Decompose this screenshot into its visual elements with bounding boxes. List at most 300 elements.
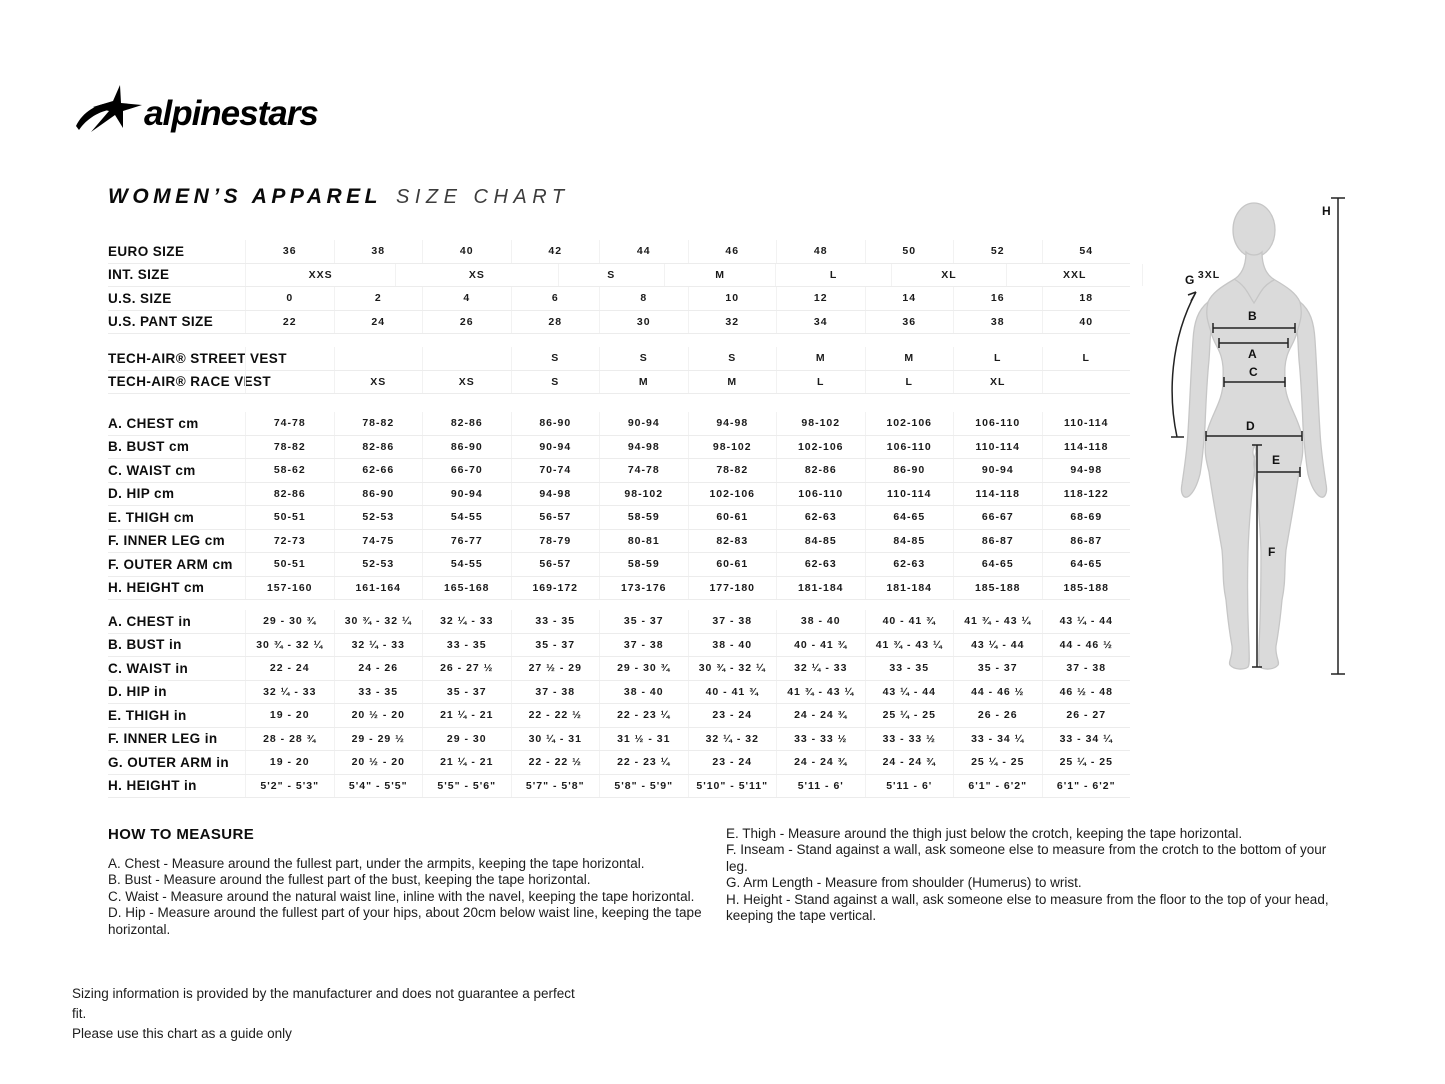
table-cell: 32 ¼ - 33 (776, 657, 865, 680)
table-cell: 8 (599, 287, 688, 310)
table-cell: 32 (688, 311, 777, 334)
table-cell: 24 - 24 ¾ (865, 751, 954, 774)
table-cell: 64-65 (953, 553, 1042, 576)
table-cell: 23 - 24 (688, 751, 777, 774)
table-cell: 37 - 38 (599, 634, 688, 657)
table-row (108, 704, 1130, 728)
table-cell: S (558, 264, 664, 287)
table-row (108, 577, 1130, 601)
table-cell: 5'11 - 6' (865, 775, 954, 798)
table-cell: 26 - 27 ½ (422, 657, 511, 680)
label-height: H (1322, 204, 1331, 218)
table-row (108, 459, 1130, 483)
us-size-block (108, 287, 1130, 334)
table-cell: 37 - 38 (1042, 657, 1131, 680)
row-label: F. INNER LEG in (108, 731, 218, 747)
table-cell: 32 ¼ - 33 (245, 681, 334, 704)
table-cell: 98-102 (688, 436, 777, 459)
table-cell: 62-66 (334, 459, 423, 482)
label-chest: A (1248, 347, 1257, 361)
table-cell: 114-118 (953, 483, 1042, 506)
table-cell: 56-57 (511, 553, 600, 576)
table-cell: 110-114 (865, 483, 954, 506)
table-cell: 43 ¼ - 44 (953, 634, 1042, 657)
table-row (108, 751, 1130, 775)
page-title (108, 185, 570, 209)
table-cell: 5'2" - 5'3" (245, 775, 334, 798)
table-cell: 110-114 (1042, 412, 1131, 435)
table-cell: L (953, 347, 1042, 370)
table-cell: 46 (688, 240, 777, 263)
table-cell: 52-53 (334, 506, 423, 529)
table-cell: 3XL (1142, 264, 1275, 287)
measure-instruction: D. Hip - Measure around the fullest part of your hips, about 20cm below waist line, keeping the tape horizontal. (108, 905, 702, 937)
table-cell: 40 - 41 ¾ (776, 634, 865, 657)
table-cell: 43 ¼ - 44 (1042, 610, 1131, 633)
table-row (108, 553, 1130, 577)
table-cell: 102-106 (776, 436, 865, 459)
table-cell: 82-83 (688, 530, 777, 553)
table-cell: 38 (334, 240, 423, 263)
alpinestars-logo (68, 80, 330, 142)
row-label: EURO SIZE (108, 243, 185, 259)
title-main: WOMEN’S APPAREL (108, 185, 383, 208)
table-cell: 54-55 (422, 553, 511, 576)
table-cell: 86-87 (1042, 530, 1131, 553)
table-row (108, 681, 1130, 705)
label-inseam: F (1268, 545, 1276, 559)
table-row (108, 530, 1130, 554)
body-measurement-diagram (1160, 190, 1350, 690)
table-cell: 58-59 (599, 506, 688, 529)
table-cell: 76-77 (422, 530, 511, 553)
table-cell: 177-180 (688, 577, 777, 600)
measure-instruction: C. Waist - Measure around the natural waist line, inline with the navel, keeping the tape horizontal. (108, 888, 695, 904)
table-cell: 22 - 22 ½ (511, 704, 600, 727)
table-cell: 106-110 (776, 483, 865, 506)
table-cell: 25 ¼ - 25 (1042, 751, 1131, 774)
logo-wordmark: alpinestars (144, 94, 318, 133)
row-label: E. THIGH in (108, 707, 187, 723)
table-cell: 29 - 30 ¾ (599, 657, 688, 680)
table-cell: 169-172 (511, 577, 600, 600)
table-cell: 24 (334, 311, 423, 334)
table-cell: 114-118 (1042, 436, 1131, 459)
table-cell: 26 - 27 (1042, 704, 1131, 727)
table-cell: L (775, 264, 890, 287)
table-cell: 98-102 (776, 412, 865, 435)
table-cell: 26 - 26 (953, 704, 1042, 727)
table-cell: 30 ¾ - 32 ¼ (688, 657, 777, 680)
table-cell: 0 (245, 287, 334, 310)
table-cell: 37 - 38 (511, 681, 600, 704)
table-cell: 31 ½ - 31 (599, 728, 688, 751)
table-cell: 28 (511, 311, 600, 334)
table-cell: 2 (334, 287, 423, 310)
table-cell: 43 ¼ - 44 (865, 681, 954, 704)
table-cell: 42 (511, 240, 600, 263)
table-cell: 27 ½ - 29 (511, 657, 600, 680)
table-cell: 90-94 (422, 483, 511, 506)
table-cell: 24 - 24 ¾ (776, 704, 865, 727)
table-cell: 54-55 (422, 506, 511, 529)
row-label: B. BUST in (108, 637, 182, 653)
euro-size-block (108, 240, 1130, 264)
table-cell: 29 - 30 ¾ (245, 610, 334, 633)
table-cell: 86-90 (511, 412, 600, 435)
row-label: U.S. PANT SIZE (108, 314, 214, 330)
table-cell: 44 - 46 ½ (1042, 634, 1131, 657)
row-label: F. OUTER ARM cm (108, 556, 233, 572)
table-cell: 50-51 (245, 553, 334, 576)
table-cell: S (599, 347, 688, 370)
label-hip: D (1246, 419, 1255, 433)
table-cell: 58-59 (599, 553, 688, 576)
disclaimer-line-1: Sizing information is provided by the manufacturer and does not guarantee a perfect fit. (72, 986, 575, 1021)
table-cell: 23 - 24 (688, 704, 777, 727)
table-cell: 5'7" - 5'8" (511, 775, 600, 798)
table-cell: 30 ¾ - 32 ¼ (245, 634, 334, 657)
table-cell: 30 (599, 311, 688, 334)
table-cell (422, 347, 511, 370)
table-row (108, 634, 1130, 658)
table-cell: 32 ¼ - 32 (688, 728, 777, 751)
table-cell: L (1042, 347, 1131, 370)
table-cell: 32 ¼ - 33 (422, 610, 511, 633)
table-cell: 50-51 (245, 506, 334, 529)
table-cell: 5'10" - 5'11" (688, 775, 777, 798)
table-cell: 5'5" - 5'6" (422, 775, 511, 798)
how-to-measure-right (726, 826, 1338, 924)
table-cell: 35 - 37 (422, 681, 511, 704)
table-cell: 22 - 23 ¼ (599, 704, 688, 727)
table-row (108, 657, 1130, 681)
table-cell: 33 - 33 ½ (776, 728, 865, 751)
table-cell: 60-61 (688, 506, 777, 529)
table-cell: 86-87 (953, 530, 1042, 553)
row-label: C. WAIST in (108, 660, 189, 676)
table-cell: 84-85 (865, 530, 954, 553)
table-cell: 56-57 (511, 506, 600, 529)
table-cell: 38 - 40 (688, 634, 777, 657)
table-cell: 33 - 35 (511, 610, 600, 633)
techair-block (108, 347, 1130, 394)
table-cell: 86-90 (334, 483, 423, 506)
table-cell: M (599, 371, 688, 394)
measure-instruction: B. Bust - Measure around the fullest part of the bust, keeping the tape horizontal. (108, 872, 591, 888)
table-cell: 94-98 (599, 436, 688, 459)
table-cell: 181-184 (776, 577, 865, 600)
table-cell: 36 (245, 240, 334, 263)
table-cell: 94-98 (511, 483, 600, 506)
table-cell: 41 ¾ - 43 ¼ (953, 610, 1042, 633)
int-size-row (108, 264, 1221, 288)
table-cell: 66-70 (422, 459, 511, 482)
table-cell: 74-75 (334, 530, 423, 553)
table-cell: 72-73 (245, 530, 334, 553)
table-cell: 37 - 38 (688, 610, 777, 633)
table-row (108, 610, 1130, 634)
table-cell: 16 (953, 287, 1042, 310)
table-cell: 46 ½ - 48 (1042, 681, 1131, 704)
table-cell: 20 ½ - 20 (334, 751, 423, 774)
table-cell: L (865, 371, 954, 394)
table-cell: 44 - 46 ½ (953, 681, 1042, 704)
table-cell: 82-86 (776, 459, 865, 482)
table-cell: 41 ¾ - 43 ¼ (865, 634, 954, 657)
measure-instructions-right (726, 826, 1338, 924)
table-cell: 54 (1042, 240, 1131, 263)
table-cell: 41 ¾ - 43 ¼ (776, 681, 865, 704)
table-cell: 24 - 24 ¾ (776, 751, 865, 774)
table-row (108, 775, 1130, 799)
table-cell (245, 371, 334, 394)
table-cell: 66-67 (953, 506, 1042, 529)
table-cell: 173-176 (599, 577, 688, 600)
table-cell: 86-90 (422, 436, 511, 459)
table-cell: 26 (422, 311, 511, 334)
measure-instruction: F. Inseam - Stand against a wall, ask someone else to measure from the crotch to the bottom of your leg. (726, 842, 1327, 874)
table-cell: 19 - 20 (245, 704, 334, 727)
table-cell: 52 (953, 240, 1042, 263)
row-label: U.S. SIZE (108, 290, 172, 306)
measurements-in-block (108, 610, 1130, 798)
table-cell: 25 ¼ - 25 (953, 751, 1042, 774)
table-cell: 21 ¼ - 21 (422, 704, 511, 727)
measure-instructions-left (108, 856, 713, 938)
table-cell: 35 - 37 (599, 610, 688, 633)
table-cell: 22 - 23 ¼ (599, 751, 688, 774)
table-cell: 6'1" - 6'2" (1042, 775, 1131, 798)
table-cell: 28 - 28 ¾ (245, 728, 334, 751)
row-label: D. HIP cm (108, 486, 175, 502)
table-cell: 82-86 (334, 436, 423, 459)
table-cell: 10 (688, 287, 777, 310)
table-cell: 33 - 34 ¼ (953, 728, 1042, 751)
table-cell: 94-98 (1042, 459, 1131, 482)
table-cell: 33 - 35 (334, 681, 423, 704)
label-waist: C (1249, 365, 1258, 379)
table-cell: 6 (511, 287, 600, 310)
table-cell: 24 - 26 (334, 657, 423, 680)
table-cell: 64-65 (1042, 553, 1131, 576)
table-cell: 70-74 (511, 459, 600, 482)
table-cell: 22 (245, 311, 334, 334)
table-cell: 60-61 (688, 553, 777, 576)
row-label: B. BUST cm (108, 439, 190, 455)
row-label: INT. SIZE (108, 267, 170, 283)
table-cell: 5'4" - 5'5" (334, 775, 423, 798)
table-row (108, 371, 1130, 395)
row-label: H. HEIGHT cm (108, 580, 205, 596)
disclaimer-line-2: Please use this chart as a guide only (72, 1026, 292, 1041)
table-cell (1042, 371, 1131, 394)
table-cell: 48 (776, 240, 865, 263)
table-cell: 62-63 (776, 506, 865, 529)
row-label: D. HIP in (108, 684, 167, 700)
table-cell: M (664, 264, 775, 287)
measure-instruction: A. Chest - Measure around the fullest part, under the armpits, keeping the tape horizontal. (108, 856, 645, 871)
table-row (108, 287, 1130, 311)
measure-instruction: E. Thigh - Measure around the thigh just below the crotch, keeping the tape horizontal. (726, 826, 1243, 841)
table-cell: 34 (776, 311, 865, 334)
table-cell: 84-85 (776, 530, 865, 553)
table-cell: XXL (1006, 264, 1142, 287)
table-cell: 30 ¾ - 32 ¼ (334, 610, 423, 633)
how-to-measure-heading: HOW TO MEASURE (108, 826, 255, 843)
table-cell: XL (953, 371, 1042, 394)
table-row (108, 412, 1130, 436)
table-cell: 5'8" - 5'9" (599, 775, 688, 798)
table-cell: 102-106 (688, 483, 777, 506)
table-cell: M (865, 347, 954, 370)
table-cell: 68-69 (1042, 506, 1131, 529)
table-cell: 33 - 35 (865, 657, 954, 680)
table-row (108, 240, 1130, 264)
table-cell: 29 - 30 (422, 728, 511, 751)
table-cell: 110-114 (953, 436, 1042, 459)
table-cell: 40 (422, 240, 511, 263)
table-cell: 165-168 (422, 577, 511, 600)
measure-instruction: G. Arm Length - Measure from shoulder (Humerus) to wrist. (726, 875, 1082, 891)
row-label: C. WAIST cm (108, 462, 196, 478)
table-cell: 181-184 (865, 577, 954, 600)
table-cell: 74-78 (245, 412, 334, 435)
table-cell: 19 - 20 (245, 751, 334, 774)
table-cell: 74-78 (599, 459, 688, 482)
table-cell: 90-94 (953, 459, 1042, 482)
table-row (108, 311, 1130, 335)
table-cell: 90-94 (511, 436, 600, 459)
row-label: F. INNER LEG cm (108, 533, 226, 549)
table-cell: 22 - 24 (245, 657, 334, 680)
row-label: E. THIGH cm (108, 509, 195, 525)
table-cell: S (688, 347, 777, 370)
table-cell: XS (395, 264, 557, 287)
size-table (108, 240, 1221, 798)
table-cell: 64-65 (865, 506, 954, 529)
label-bust: B (1248, 309, 1257, 323)
table-cell (334, 347, 423, 370)
table-cell: 106-110 (865, 436, 954, 459)
table-row (108, 728, 1130, 752)
table-cell: 185-188 (1042, 577, 1131, 600)
table-cell: 38 (953, 311, 1042, 334)
table-cell: 20 ½ - 20 (334, 704, 423, 727)
row-label: H. HEIGHT in (108, 778, 197, 794)
table-cell: 5'11 - 6' (776, 775, 865, 798)
table-row (108, 483, 1130, 507)
how-to-measure-left (108, 826, 713, 938)
table-cell: XXS (245, 264, 395, 287)
label-thigh: E (1272, 453, 1281, 467)
table-cell: XS (422, 371, 511, 394)
table-cell: 40 - 41 ¾ (688, 681, 777, 704)
table-cell: M (688, 371, 777, 394)
table-cell: 118-122 (1042, 483, 1131, 506)
table-cell: 78-82 (688, 459, 777, 482)
row-label: TECH-AIR® STREET VEST (108, 350, 287, 366)
table-cell: 58-62 (245, 459, 334, 482)
measurements-cm-block (108, 412, 1130, 600)
title-sub: SIZE CHART (396, 186, 570, 208)
table-cell: XL (891, 264, 1006, 287)
table-cell: 62-63 (776, 553, 865, 576)
table-cell: 32 ¼ - 33 (334, 634, 423, 657)
table-cell: L (776, 371, 865, 394)
table-cell: S (511, 371, 600, 394)
table-cell: 98-102 (599, 483, 688, 506)
table-cell: XS (334, 371, 423, 394)
table-cell: 14 (865, 287, 954, 310)
table-cell: 157-160 (245, 577, 334, 600)
table-cell: 78-79 (511, 530, 600, 553)
table-cell: 78-82 (245, 436, 334, 459)
table-cell: 22 - 22 ½ (511, 751, 600, 774)
table-cell: 82-86 (245, 483, 334, 506)
table-cell: 40 (1042, 311, 1131, 334)
table-cell: 50 (865, 240, 954, 263)
table-cell: 78-82 (334, 412, 423, 435)
height-line (1331, 198, 1345, 674)
table-cell: 90-94 (599, 412, 688, 435)
table-cell: 35 - 37 (953, 657, 1042, 680)
table-cell: 4 (422, 287, 511, 310)
table-cell: 44 (599, 240, 688, 263)
table-cell (245, 347, 334, 370)
table-cell: 52-53 (334, 553, 423, 576)
table-row (108, 506, 1130, 530)
table-cell: 94-98 (688, 412, 777, 435)
table-cell: 35 - 37 (511, 634, 600, 657)
disclaimer (72, 984, 592, 1044)
label-arm-length: G (1185, 273, 1195, 287)
table-cell: 106-110 (953, 412, 1042, 435)
row-label: G. OUTER ARM in (108, 754, 229, 770)
table-cell: 33 - 35 (422, 634, 511, 657)
astar-mark (76, 85, 142, 132)
row-label: A. CHEST cm (108, 415, 199, 431)
table-cell: 33 - 34 ¼ (1042, 728, 1131, 751)
table-row (108, 347, 1130, 371)
table-cell: 38 - 40 (599, 681, 688, 704)
table-cell: 38 - 40 (776, 610, 865, 633)
measure-instruction: H. Height - Stand against a wall, ask someone else to measure from the floor to the top of your head, keeping the tape vertical. (726, 891, 1329, 924)
table-cell: 6'1" - 6'2" (953, 775, 1042, 798)
table-cell: 62-63 (865, 553, 954, 576)
table-cell: 18 (1042, 287, 1131, 310)
table-cell: 33 - 33 ½ (865, 728, 954, 751)
table-cell: 80-81 (599, 530, 688, 553)
table-cell: 21 ¼ - 21 (422, 751, 511, 774)
table-row (108, 436, 1130, 460)
row-label: A. CHEST in (108, 613, 192, 629)
table-cell: 40 - 41 ¾ (865, 610, 954, 633)
row-label: TECH-AIR® RACE VEST (108, 374, 272, 390)
table-cell: 29 - 29 ½ (334, 728, 423, 751)
table-cell: S (511, 347, 600, 370)
table-cell: 30 ¼ - 31 (511, 728, 600, 751)
table-cell: 86-90 (865, 459, 954, 482)
table-cell: 12 (776, 287, 865, 310)
table-cell: 36 (865, 311, 954, 334)
table-cell: 25 ¼ - 25 (865, 704, 954, 727)
table-cell: 82-86 (422, 412, 511, 435)
table-cell: 185-188 (953, 577, 1042, 600)
table-cell: M (776, 347, 865, 370)
table-cell: 102-106 (865, 412, 954, 435)
table-cell: 161-164 (334, 577, 423, 600)
